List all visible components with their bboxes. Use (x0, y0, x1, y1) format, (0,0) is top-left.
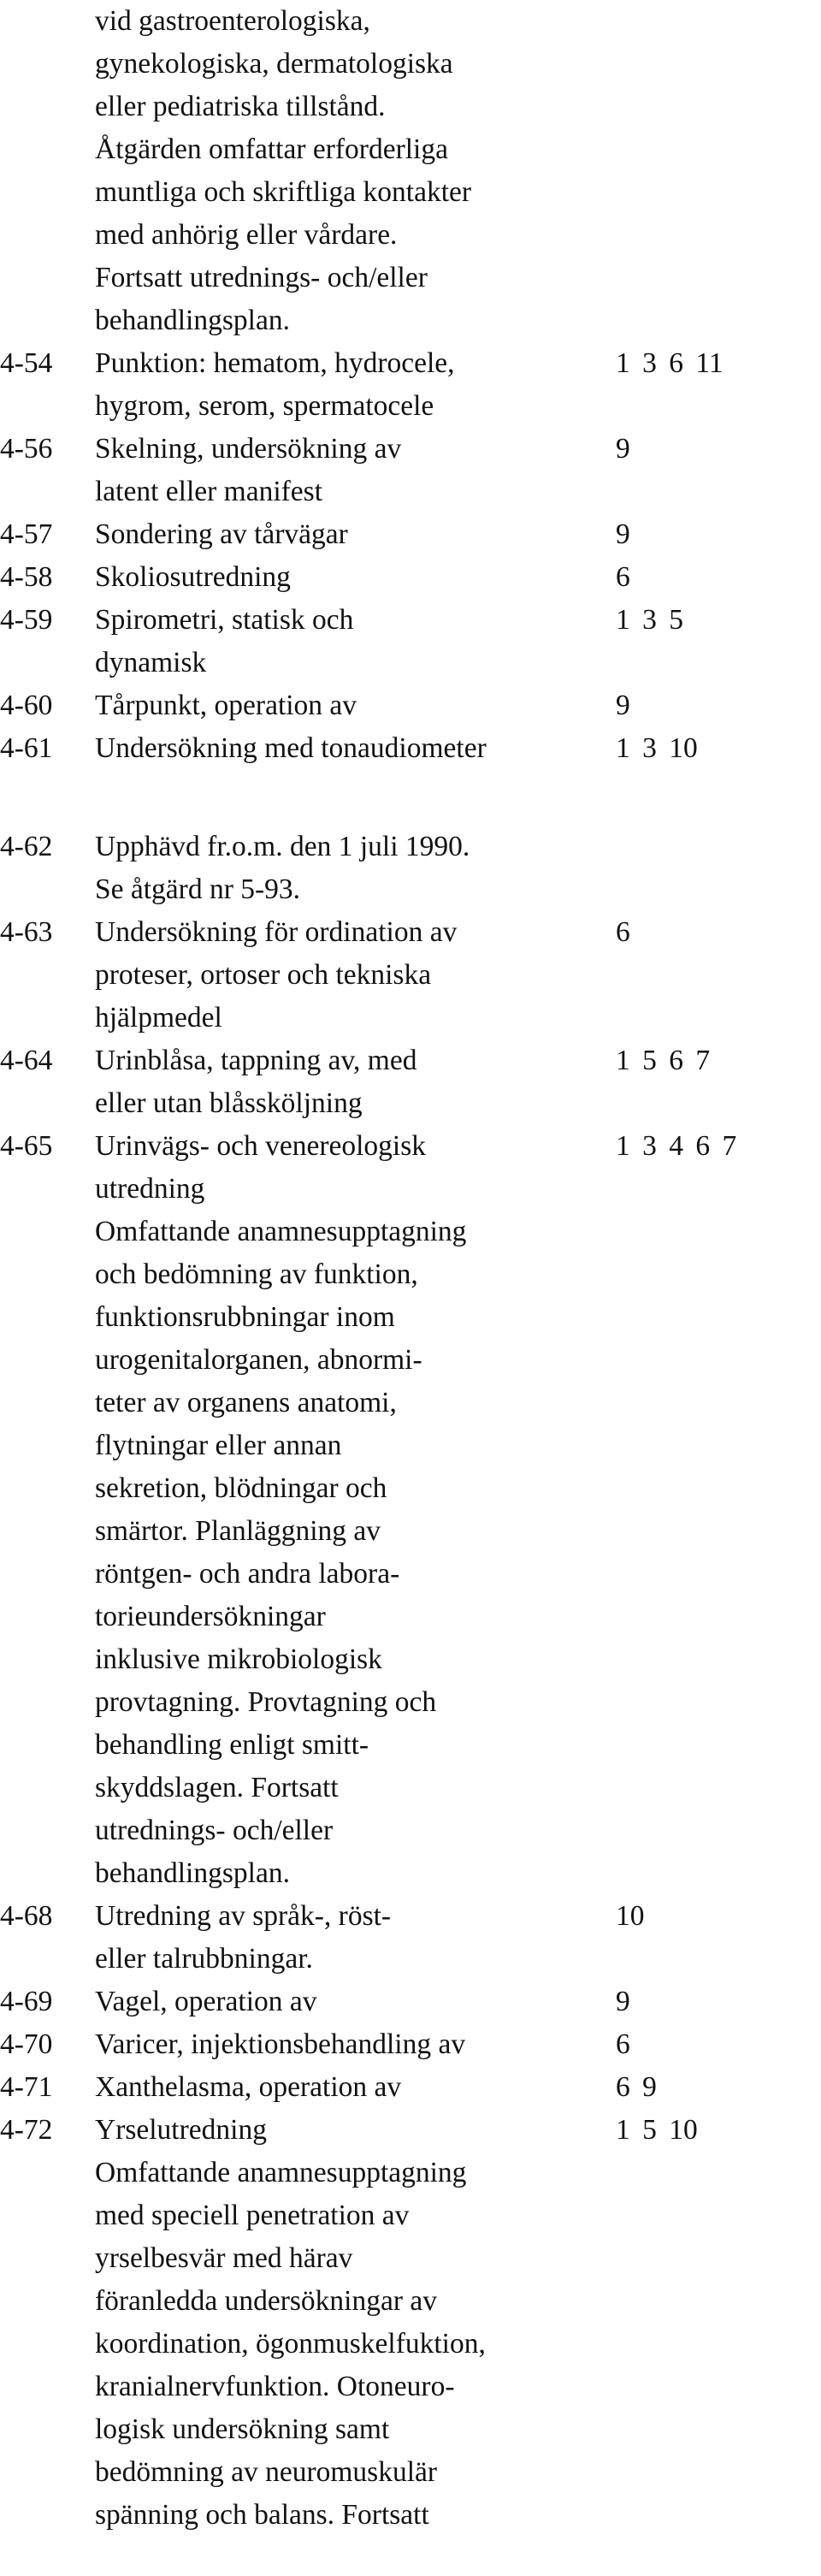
entry-text-line: provtagning. Provtagning och (95, 1686, 437, 1718)
entry-text-line: Åtgärden omfattar erforderliga (95, 133, 448, 165)
entry-text-line: Punktion: hematom, hydrocele, (95, 347, 455, 379)
entry-text-line: eller talrubbningar. (95, 1943, 313, 1975)
entry-code: 4-71 (0, 2071, 53, 2103)
entry-numbers: 1 3 4 6 7 (616, 1130, 737, 1162)
entry-text-line: hygrom, serom, spermatocele (95, 390, 434, 422)
entry-text-line: vid gastroenterologiska, (95, 5, 370, 37)
entry-text-line: funktionsrubbningar inom (95, 1301, 395, 1333)
entry-code: 4-54 (0, 347, 53, 379)
entry-numbers: 10 (616, 1900, 645, 1932)
entry-code: 4-70 (0, 2028, 53, 2060)
entry-text-line: Urinblåsa, tappning av, med (95, 1045, 417, 1076)
entry-text-line: Skelning, undersökning av (95, 433, 402, 465)
entry-text-line: röntgen- och andra labora- (95, 1558, 400, 1590)
entry-text-line: latent eller manifest (95, 476, 323, 507)
entry-text-line: koordination, ögonmuskelfuktion, (95, 2328, 486, 2360)
entry-text-line: Yrselutredning (95, 2114, 267, 2146)
entry-text-line: hjälpmedel (95, 1002, 222, 1033)
entry-text-line: Utredning av språk-, röst- (95, 1900, 392, 1932)
entry-code: 4-56 (0, 433, 53, 465)
entry-text-line: med anhörig eller vårdare. (95, 219, 398, 251)
entry-numbers: 6 9 (616, 2071, 657, 2103)
entry-text-line: Se åtgärd nr 5-93. (95, 873, 301, 905)
entry-code: 4-63 (0, 916, 53, 948)
entry-numbers: 9 (616, 433, 630, 465)
entry-text-line: Varicer, injektionsbehandling av (95, 2028, 466, 2060)
entry-text-line: Undersökning med tonaudiometer (95, 732, 487, 764)
entry-text-line: Spirometri, statisk och (95, 604, 354, 636)
entry-code: 4-72 (0, 2114, 53, 2146)
entry-text-line: spänning och balans. Fortsatt (95, 2499, 429, 2531)
entry-numbers: 6 (616, 916, 630, 948)
entry-text-line: gynekologiska, dermatologiska (95, 48, 453, 80)
entry-code: 4-65 (0, 1130, 53, 1162)
entry-text-line: med speciell penetration av (95, 2200, 410, 2231)
entry-code: 4-68 (0, 1900, 53, 1932)
entry-numbers: 1 3 6 11 (616, 347, 724, 379)
entry-text-line: Omfattande anamnesupptagning (95, 2157, 467, 2188)
entry-code: 4-57 (0, 518, 53, 550)
entry-text-line: yrselbesvär med härav (95, 2242, 353, 2274)
entry-text-line: dynamisk (95, 647, 207, 678)
entry-text-line: Upphävd fr.o.m. den 1 juli 1990. (95, 831, 470, 862)
entry-text-line: föranledda undersökningar av (95, 2285, 437, 2317)
entry-numbers: 6 (616, 2028, 630, 2060)
entry-text-line: teter av organens anatomi, (95, 1387, 397, 1418)
entry-code: 4-61 (0, 732, 53, 764)
entry-numbers: 9 (616, 690, 630, 721)
entry-text-line: urogenitalorganen, abnormi- (95, 1344, 422, 1376)
entry-text-line: behandlingsplan. (95, 1857, 290, 1889)
entry-numbers: 9 (616, 518, 630, 550)
entry-text-line: Sondering av tårvägar (95, 518, 348, 550)
entry-text-line: logisk undersökning samt (95, 2413, 390, 2445)
entry-code: 4-69 (0, 1986, 53, 2017)
entry-text-line: och bedömning av funktion, (95, 1258, 418, 1290)
entry-text-line: bedömning av neuromuskulär (95, 2456, 438, 2488)
entry-text-line: muntliga och skriftliga kontakter (95, 176, 472, 208)
entry-numbers: 1 3 5 (616, 604, 683, 636)
entry-code: 4-60 (0, 690, 53, 721)
entry-text-line: smärtor. Planläggning av (95, 1515, 381, 1547)
entry-text-line: eller utan blåssköljning (95, 1087, 363, 1119)
entry-text-line: Xanthelasma, operation av (95, 2071, 402, 2103)
entry-text-line: Fortsatt utrednings- och/eller (95, 262, 428, 293)
entry-numbers: 9 (616, 1986, 630, 2017)
entry-text-line: skyddslagen. Fortsatt (95, 1772, 339, 1803)
entry-text-line: Undersökning för ordination av (95, 916, 458, 948)
entry-numbers: 6 (616, 561, 630, 593)
entry-text-line: Tårpunkt, operation av (95, 690, 357, 721)
entry-text-line: Omfattande anamnesupptagning (95, 1216, 467, 1247)
entry-code: 4-59 (0, 604, 53, 636)
entry-code: 4-64 (0, 1045, 53, 1076)
entry-text-line: torieundersökningar (95, 1601, 326, 1632)
entry-numbers: 1 5 10 (616, 2114, 698, 2146)
entry-numbers: 1 5 6 7 (616, 1045, 711, 1076)
entry-text-line: utrednings- och/eller (95, 1815, 334, 1846)
entry-text-line: flytningar eller annan (95, 1430, 342, 1461)
entry-text-line: inklusive mikrobiologisk (95, 1643, 382, 1675)
entry-text-line: Skoliosutredning (95, 561, 291, 593)
entry-text-line: sekretion, blödningar och (95, 1472, 387, 1504)
entry-text-line: Urinvägs- och venereologisk (95, 1130, 427, 1162)
entry-text-line: proteser, ortoser och tekniska (95, 959, 432, 991)
entry-code: 4-62 (0, 831, 53, 862)
entry-code: 4-58 (0, 561, 53, 593)
entry-text-line: kranialnervfunktion. Otoneuro- (95, 2371, 455, 2402)
entry-text-line: utredning (95, 1173, 205, 1205)
entry-text-line: behandlingsplan. (95, 305, 290, 336)
entry-text-line: Vagel, operation av (95, 1986, 317, 2017)
entry-text-line: behandling enligt smitt- (95, 1729, 369, 1761)
entry-text-line: eller pediatriska tillstånd. (95, 91, 386, 122)
entry-numbers: 1 3 10 (616, 732, 698, 764)
